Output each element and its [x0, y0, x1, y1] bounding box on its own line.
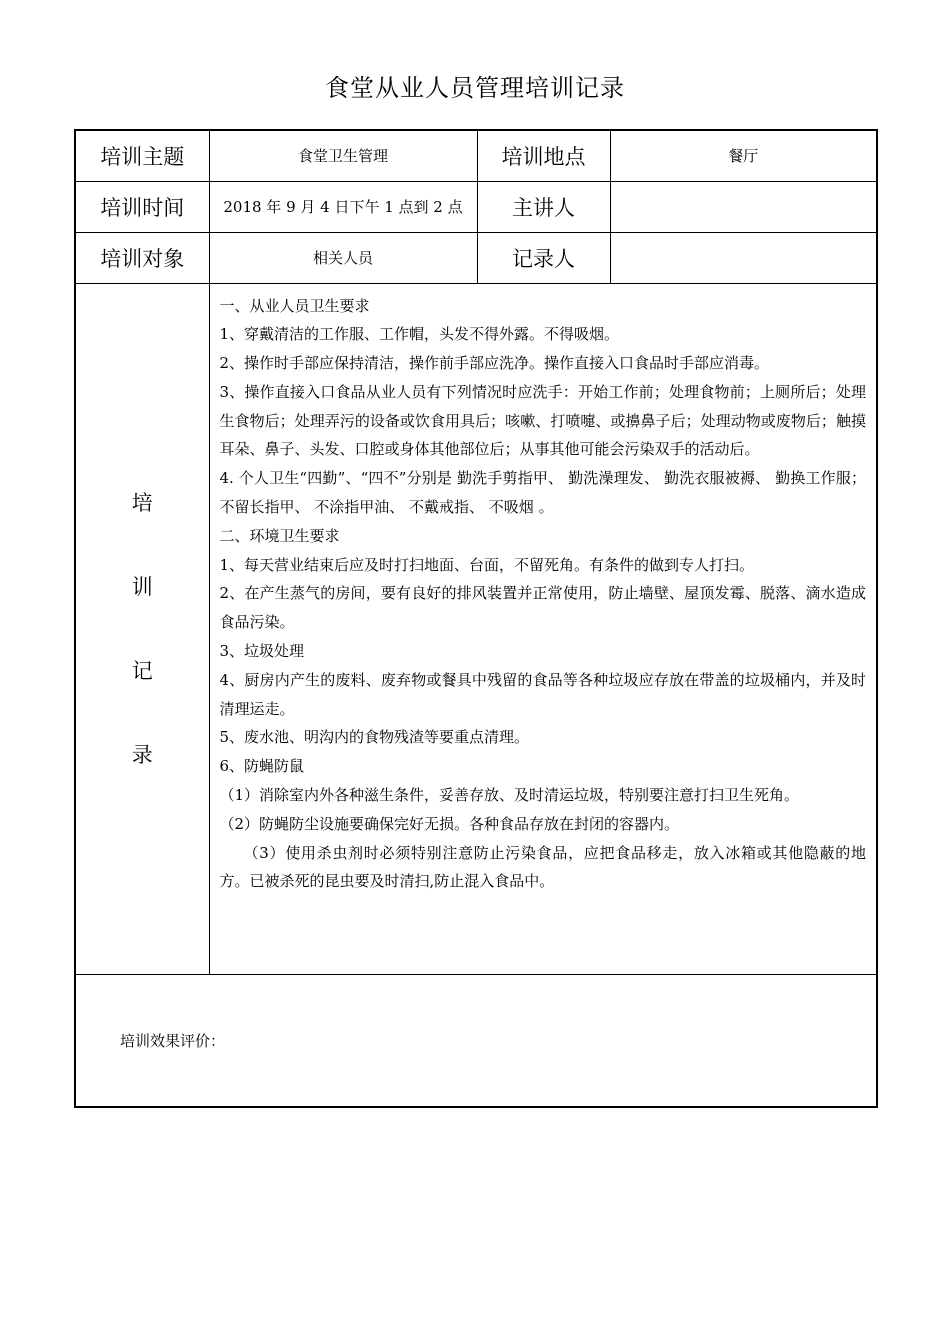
training-record-form — [74, 129, 878, 1108]
record-line: 2、操作时手部应保持清洁，操作前手部应洗净。操作直接入口食品时手部应消毒。 — [219, 354, 770, 373]
record-line: 4、厨房内产生的废料、废弃物或餐具中残留的食品等各种垃圾应存放在带盖的垃圾桶内，并及时清理运走。 — [219, 670, 866, 718]
record-line: 3、垃圾处理 — [219, 642, 305, 661]
time-value: 2018 年 9 月 4 日下午 1 点到 2 点 — [209, 181, 477, 232]
place-label: 培训地点 — [477, 130, 610, 181]
audience-label: 培训对象 — [75, 232, 209, 283]
record-line: 3、操作直接入口食品从业人员有下列情况时应洗手：开始工作前；处理食物前；上厕所后；处理生食物后；处理弄污的设备或饮食用具后；咳嗽、打喷嚏、或擤鼻子后；处理动物或废物后；触摸耳朵、鼻子、头发、口腔或身体其他部位后；从事其他可能会污染双手的活动后。 — [219, 382, 866, 459]
record-line: （1）消除室内外各种滋生条件，妥善存放、及时清运垃圾，特别要注意打扫卫生死角。 — [219, 786, 800, 805]
speaker-value — [610, 181, 877, 232]
record-line: （2）防蝇防尘设施要确保完好无损。各种食品存放在封闭的容器内。 — [219, 814, 680, 833]
record-line: 2、在产生蒸气的房间，要有良好的排风装置并正常使用，防止墙壁、屋顶发霉、脱落、滴水造成食品污染。 — [219, 584, 866, 632]
page-title: 食堂从业人员管理培训记录 — [325, 74, 625, 102]
evaluation-label: 培训效果评价： — [120, 1031, 226, 1050]
record-line: 一、从业人员卫生要求 — [219, 296, 370, 315]
record-line: 1、穿戴清洁的工作服、工作帽，头发不得外露。不得吸烟。 — [219, 325, 620, 344]
side-char: 培 — [131, 490, 153, 515]
record-line: 4. 个人卫生“四勤”、“四不”分别是 勤洗手剪指甲、 勤洗澡理发、 勤洗衣服被褥、 勤换工作服； 不留长指甲、 不涂指甲油、 不戴戒指、 不吸烟 。 — [219, 469, 866, 517]
record-line: 5、废水池、明沟内的食物残渣等要重点清理。 — [219, 728, 530, 747]
record-line: 6、防蝇防鼠 — [219, 757, 305, 776]
record-line: 1、每天营业结束后应及时打扫地面、台面，不留死角。有条件的做到专人打扫。 — [219, 555, 755, 574]
record-content — [209, 283, 877, 974]
audience-value: 相关人员 — [209, 232, 477, 283]
record-line: （3）使用杀虫剂时必须特别注意防止污染食品，应把食品移走，放入冰箱或其他隐蔽的地方。已被杀死的昆虫要及时清扫,防止混入食品中。 — [219, 843, 866, 891]
side-char: 录 — [131, 742, 153, 767]
record-line: 二、环境卫生要求 — [219, 526, 340, 545]
place-value: 餐厅 — [610, 130, 877, 181]
record-side-label — [75, 283, 209, 974]
speaker-label: 主讲人 — [477, 181, 610, 232]
side-char: 记 — [131, 658, 153, 683]
side-char: 训 — [131, 574, 153, 599]
time-label: 培训时间 — [75, 181, 209, 232]
recorder-value — [610, 232, 877, 283]
evaluation-cell — [75, 974, 877, 1107]
topic-label: 培训主题 — [75, 130, 209, 181]
recorder-label: 记录人 — [477, 232, 610, 283]
topic-value: 食堂卫生管理 — [209, 130, 477, 181]
